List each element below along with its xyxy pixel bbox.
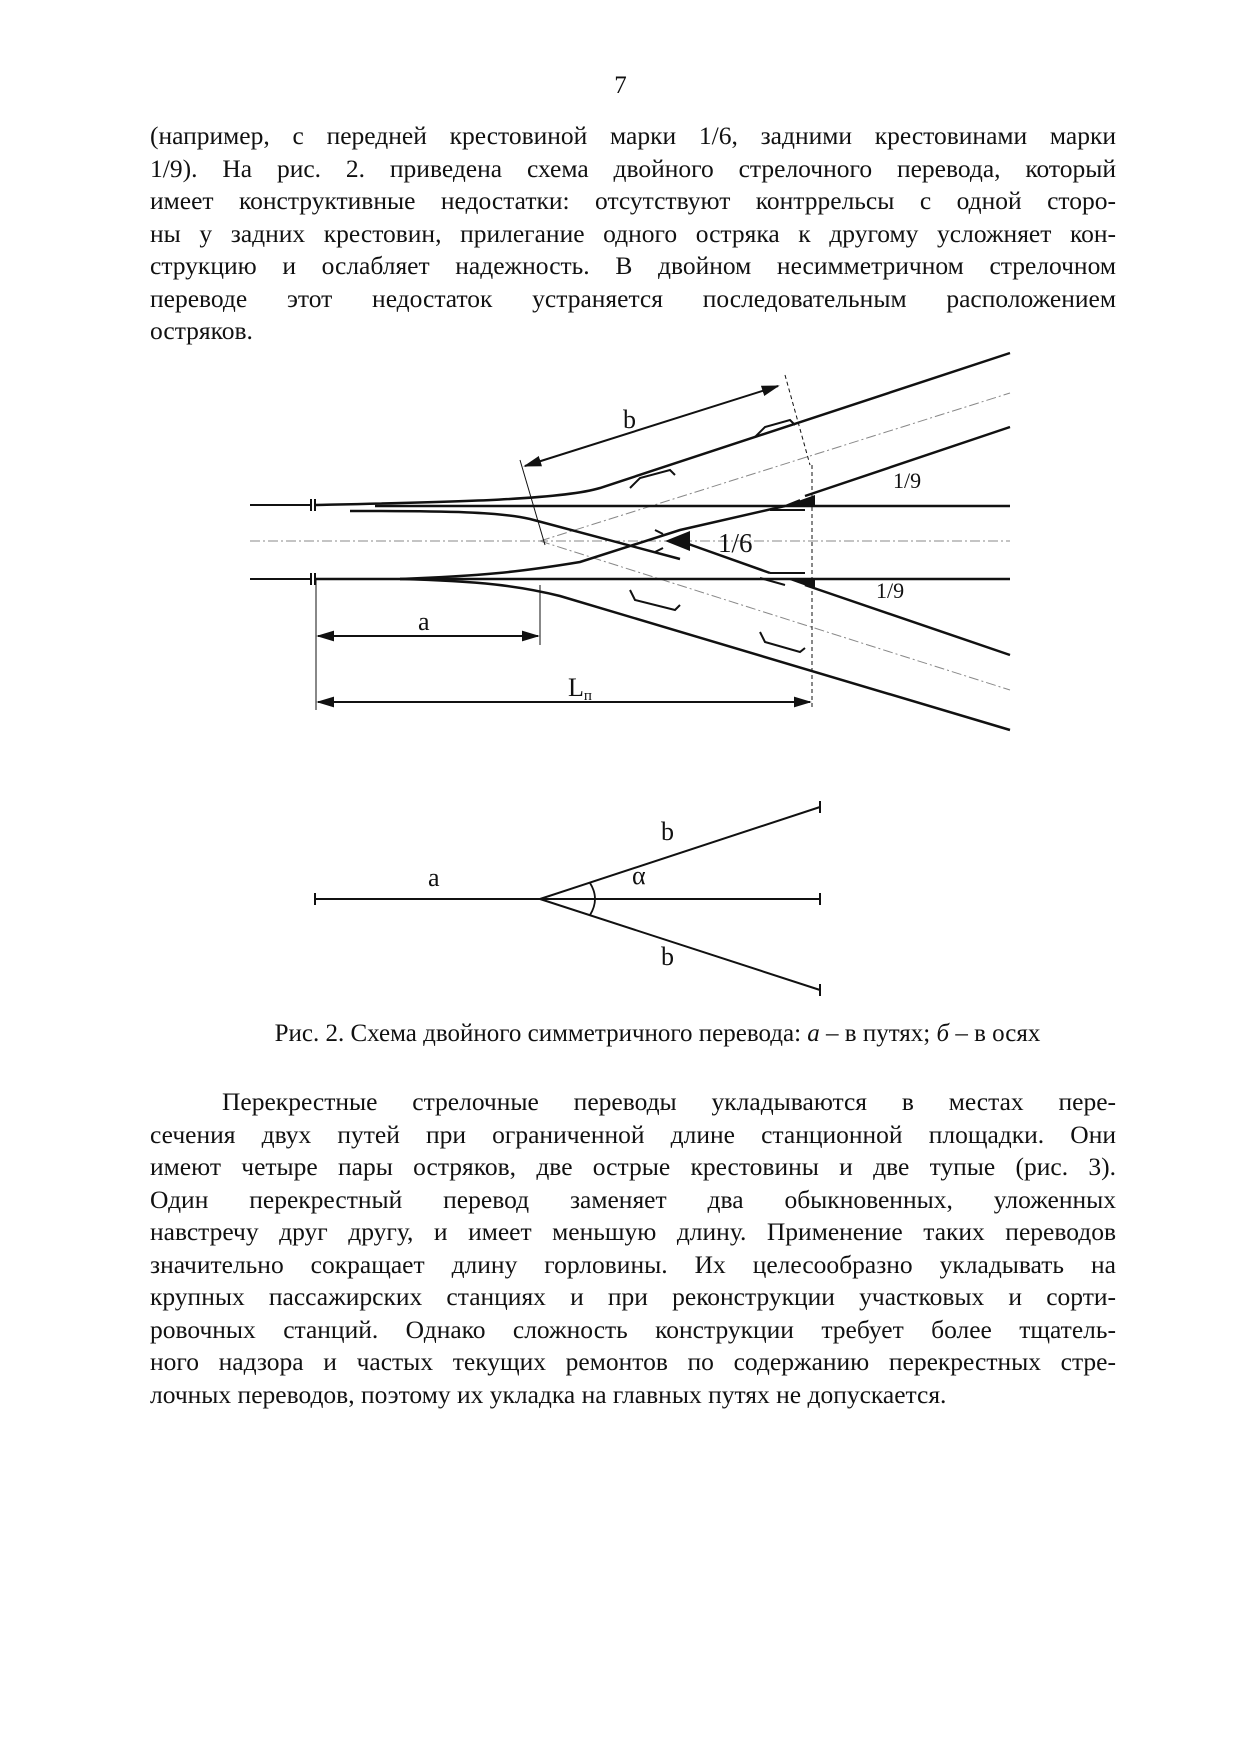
text-line: ровочных станций. Однако сложность конструкции требует более тщатель-: [150, 1314, 1116, 1344]
text-line: переводе этот недостаток устраняется последовательным расположением: [150, 283, 1116, 313]
label-a-axis: a: [428, 863, 440, 892]
text-line: остряков.: [150, 316, 253, 345]
axis-b-lower-line: [540, 899, 820, 990]
text-line: имеет конструктивные недостатки: отсутствуют контррельсы с одной сторо-: [150, 186, 1116, 215]
caption-item-a-text: – в путях;: [819, 1020, 937, 1047]
label-frog-rear-upper: 1/9: [893, 468, 922, 493]
caption-item-a-key: а: [807, 1020, 820, 1047]
label-L: [568, 673, 592, 704]
text-line: ны у задних крестовин, прилегание одного остряка к другому усложняет кон-: [150, 218, 1116, 248]
caption-item-b-key: б: [936, 1020, 950, 1047]
label-frog-rear-lower: 1/9: [876, 578, 905, 603]
figure-caption: [0, 1020, 1241, 1048]
caption-prefix: Рис. 2. Схема двойного симметричного перевода:: [274, 1020, 808, 1047]
check-rail: [630, 590, 680, 610]
diagram-axes: [315, 801, 820, 996]
label-L-subscript: п: [583, 688, 592, 704]
text-line: струкцию и ослабляет надежность. В двойном несимметричном стрелочном: [150, 251, 1116, 280]
text-line: значительно сокращает длину горловины. Их целесообразно укладывать на: [150, 1249, 1116, 1279]
text-line: ного надзора и частых текущих ремонтов по содержанию перекрестных стре-: [150, 1347, 1116, 1376]
paragraph-crossover-switches: [150, 1086, 1116, 1411]
lower-switch-curve-lower: [400, 579, 1010, 730]
text-line: крупных пассажирских станциях и при реконструкции участковых и сорти-: [150, 1282, 1116, 1311]
check-rail: [655, 548, 663, 552]
label-frog-front: 1/6: [718, 528, 753, 558]
text-line: Один перекрестный перевод заменяет два обыкновенных, уложенных: [150, 1184, 1116, 1214]
check-rail: [630, 470, 675, 488]
text-line: имеют четыре пары остряков, две острые крестовины и две тупые (рис. 3).: [150, 1152, 1116, 1181]
check-rail: [655, 530, 663, 534]
label-b-lower: b: [661, 942, 674, 971]
page-number: 7: [614, 72, 627, 99]
lower-diverging-rail: [805, 585, 1010, 655]
dimension-b-arrow: [525, 386, 778, 466]
lower-axis-line: [540, 541, 1010, 690]
caption-item-b-text: – в осях: [949, 1020, 1041, 1047]
label-alpha: α: [632, 861, 646, 890]
label-a: a: [418, 607, 430, 636]
text-line: лочных переводов, поэтому их укладка на главных путях не допускается.: [150, 1379, 947, 1409]
text-line: Перекрестные стрелочные переводы укладываются в местах пере-: [222, 1087, 1116, 1116]
diagram-track-layout: [250, 353, 1010, 730]
check-rail: [760, 632, 805, 652]
upper-inner-switch-rail: [350, 511, 680, 559]
label-b-upper: b: [661, 817, 674, 846]
text-line: (например, с передней крестовиной марки 1/6, задними крестовинами марки: [150, 121, 1116, 150]
label-L-main: L: [568, 673, 584, 702]
frog-upper-rear-icon: [787, 495, 815, 506]
text-line: сечения двух путей при ограниченной длине станционной площадки. Они: [150, 1119, 1116, 1149]
dimension-b-ext-left: [520, 460, 545, 545]
axis-b-upper-line: [540, 807, 820, 899]
text-line: навстречу друг другу, и имеет меньшую длину. Применение таких переводов: [150, 1217, 1116, 1246]
text-line: 1/9). На рис. 2. приведена схема двойного стрелочного перевода, который: [150, 153, 1116, 183]
upper-axis-line: [540, 393, 1010, 541]
label-b: b: [623, 405, 636, 434]
